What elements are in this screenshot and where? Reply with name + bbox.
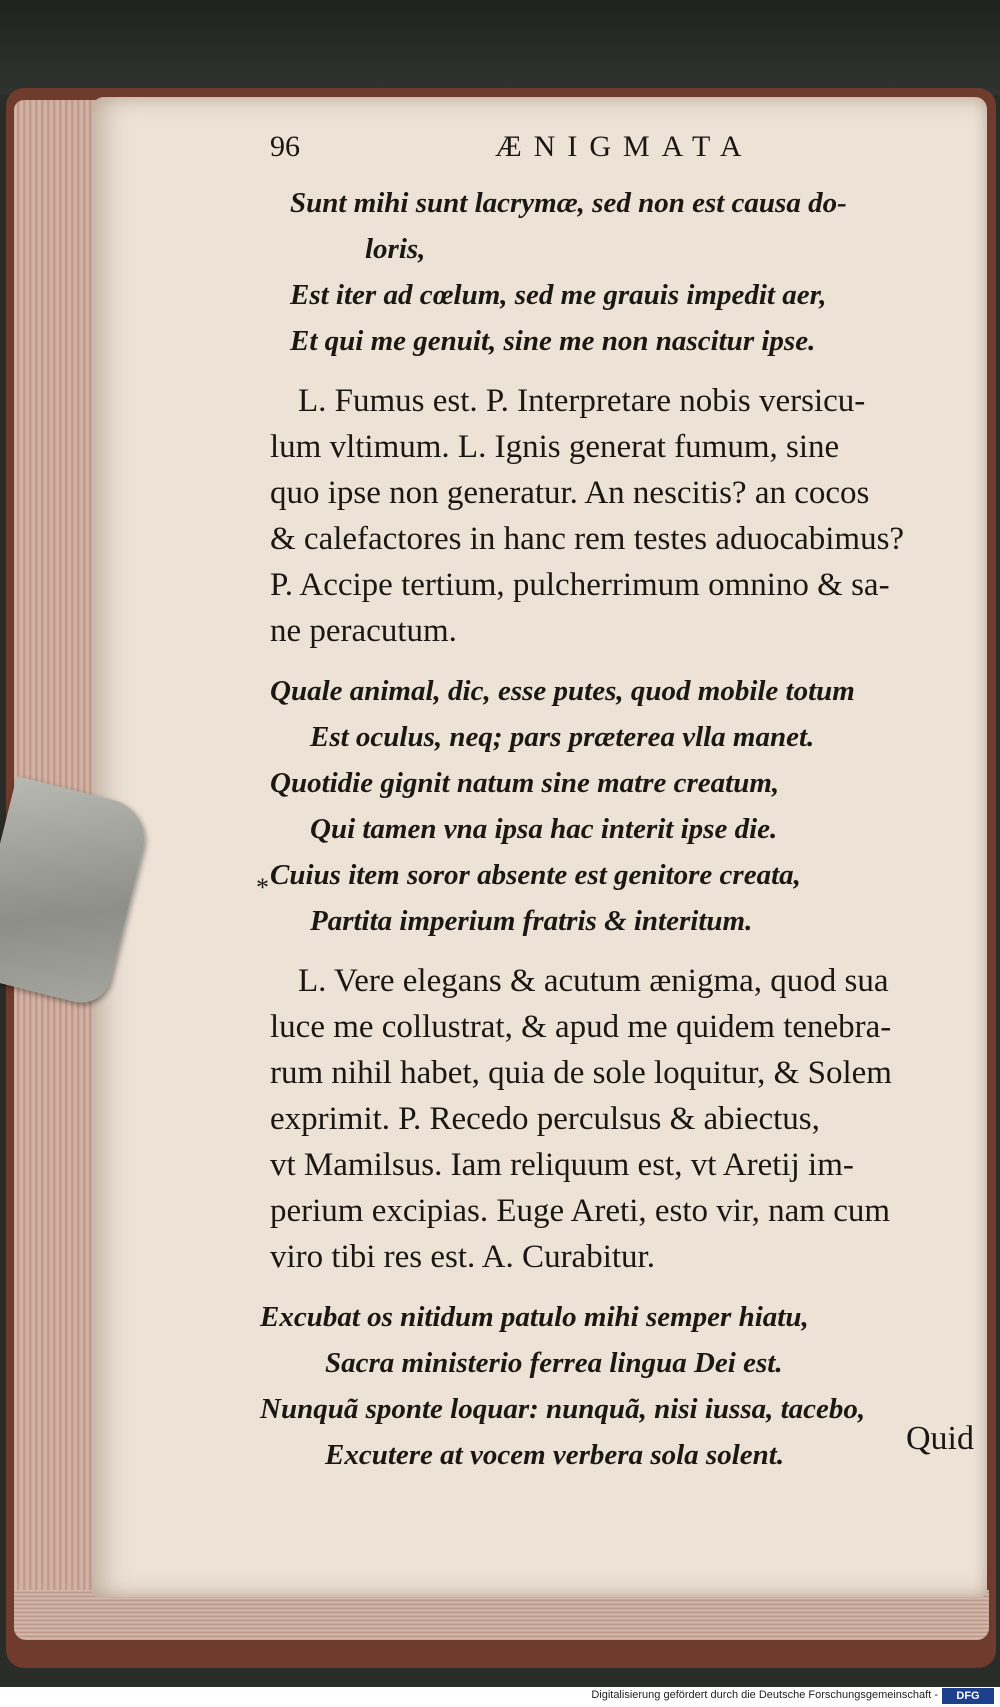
verse-line: Excubat os nitidum patulo mihi semper hiatu,: [260, 1301, 809, 1333]
verse-block-1: [270, 180, 995, 364]
verse-line: Cuius item soror absente est genitore creata,: [270, 859, 801, 891]
page-bottom-edges: [14, 1590, 989, 1640]
prose-block-1: [270, 378, 995, 654]
prose-line: exprimit. P. Recedo perculsus & abiectus,: [270, 1101, 820, 1137]
prose-line: P. Accipe tertium, pulcherrimum omnino & sa-: [270, 567, 890, 603]
verse-line: Et qui me genuit, sine me non nascitur ipse.: [290, 325, 816, 357]
dfg-logo: DFG: [942, 1688, 994, 1704]
verse-line: Sunt mihi sunt lacrymæ, sed non est causa do-: [290, 187, 847, 219]
verse-line: Quotidie gignit natum sine matre creatum,: [270, 767, 780, 799]
catchword: Quid: [906, 1420, 974, 1457]
verse-block-3: [260, 1294, 995, 1478]
verse-line: Qui tamen vna ipsa hac interit ipse die.: [310, 813, 778, 845]
verse-line: Excutere at vocem verbera sola solent.: [325, 1439, 785, 1471]
verse-line: Sacra ministerio ferrea lingua Dei est.: [325, 1347, 783, 1379]
footer-bar: [0, 1687, 1000, 1707]
prose-line: L. Vere elegans & acutum ænigma, quod sua: [298, 963, 889, 999]
prose-line: luce me collustrat, & apud me quidem tenebra-: [270, 1009, 892, 1045]
digitization-credit: Digitalisierung gefördert durch die Deutsche Forschungsgemeinschaft -: [591, 1689, 938, 1701]
page-text: [260, 130, 995, 1478]
prose-line: lum vltimum. L. Ignis generat fumum, sine: [270, 429, 840, 465]
verse-block-2: [270, 668, 995, 944]
prose-line: & calefactores in hanc rem testes aduocabimus?: [270, 521, 905, 557]
prose-line: rum nihil habet, quia de sole loquitur, & Solem: [270, 1055, 892, 1091]
scan-background: [0, 0, 1000, 95]
prose-line: L. Fumus est. P. Interpretare nobis versicu-: [298, 383, 866, 419]
verse-line: loris,: [365, 233, 426, 265]
verse-line: Nunquã sponte loquar: nunquã, nisi iussa, tacebo,: [260, 1393, 866, 1425]
marginal-mark: *: [256, 873, 269, 902]
prose-line: vt Mamilsus. Iam reliquum est, vt Aretij im-: [270, 1147, 854, 1183]
prose-line: perium excipias. Euge Areti, esto vir, nam cum: [270, 1193, 891, 1229]
page-number: 96: [270, 130, 300, 163]
prose-line: quo ipse non generatur. An nescitis? an cocos: [270, 475, 870, 511]
page-header: [270, 130, 995, 180]
verse-line: Partita imperium fratris & interitum.: [310, 905, 753, 937]
prose-line: ne peracutum.: [270, 613, 457, 649]
running-head: ÆNIGMATA: [495, 130, 754, 163]
verse-line: Est oculus, neq; pars præterea vlla manet.: [310, 721, 815, 753]
prose-block-2: [270, 958, 995, 1280]
prose-line: viro tibi res est. A. Curabitur.: [270, 1239, 655, 1275]
verse-line: Est iter ad cœlum, sed me grauis impedit aer,: [290, 279, 827, 311]
verse-line: Quale animal, dic, esse putes, quod mobile totum: [270, 675, 855, 707]
